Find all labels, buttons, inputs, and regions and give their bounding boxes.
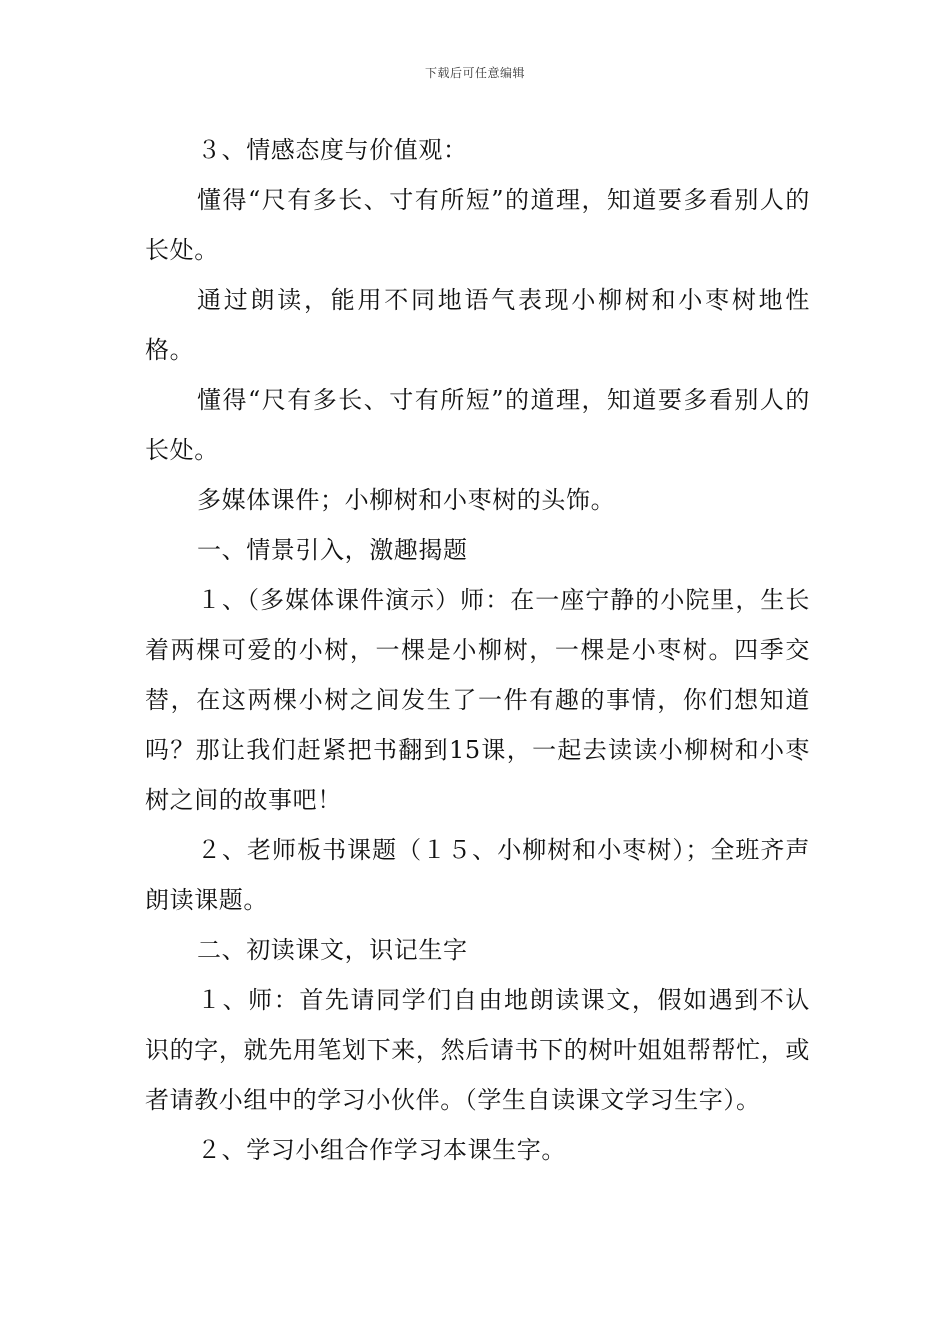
page-header-note: 下载后可任意编辑 (424, 66, 525, 80)
section-heading-introduction: 一、情景引入，激趣揭题 (197, 536, 468, 564)
paragraph-materials: 多媒体课件；小柳树和小枣树的头饰。 (197, 486, 616, 514)
paragraph-reading-tone: 通过朗读，能用不同地语气表现小柳树和小枣树地性格。 (145, 286, 810, 364)
section-heading-first-reading: 二、初读课文，识记生字 (197, 936, 468, 964)
section-heading-emotion-values: ３、情感态度与价值观： (197, 136, 468, 164)
paragraph-intro-step-1: １、（多媒体课件演示）师：在一座宁静的小院里，生长着两棵可爱的小树，一棵是小柳树，一棵是小枣树。四季交替，在这两棵小树之间发生了一件有趣的事情，你们想知道吗？那让我们赶紧把书翻到15课，一起去读读小柳树和小枣树之间的故事吧！ (145, 586, 810, 814)
paragraph-understanding-1: 懂得“尺有多长、寸有所短”的道理，知道要多看别人的长处。 (145, 186, 810, 264)
paragraph-intro-step-2: ２、老师板书课题（１５、小柳树和小枣树）；全班齐声朗读课题。 (145, 836, 810, 914)
paragraph-reading-step-1: １、师：首先请同学们自由地朗读课文，假如遇到不认识的字，就先用笔划下来，然后请书下的树叶姐姐帮帮忙，或者请教小组中的学习小伙伴。（学生自读课文学习生字）。 (145, 986, 810, 1114)
document-body (145, 125, 810, 1175)
paragraph-reading-step-2: ２、学习小组合作学习本课生字。 (197, 1136, 566, 1164)
paragraph-understanding-2: 懂得“尺有多长、寸有所短”的道理，知道要多看别人的长处。 (145, 386, 810, 464)
